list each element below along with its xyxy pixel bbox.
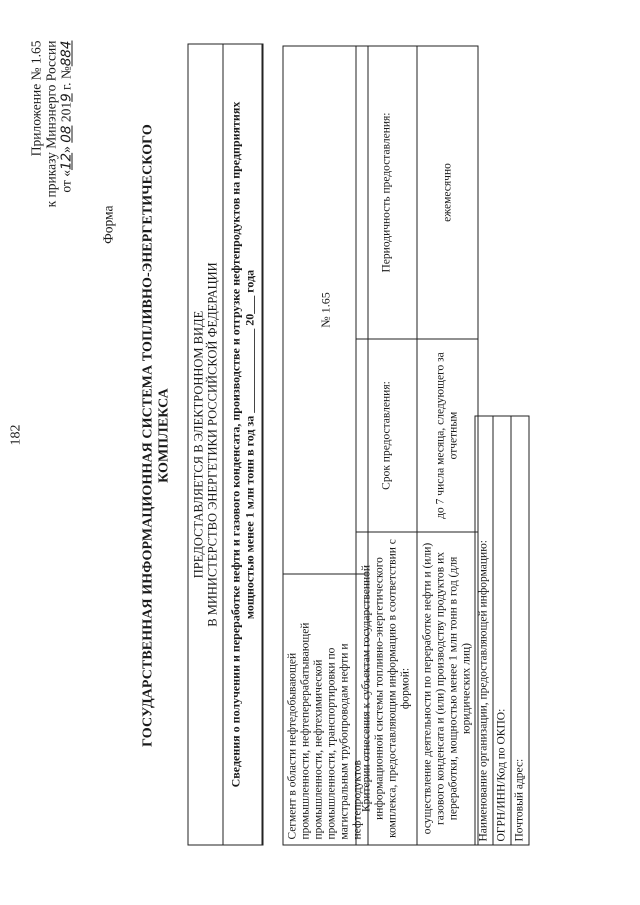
date-sep2: 201 [58, 101, 73, 126]
criteria-value-right: ежемесячно [417, 46, 478, 339]
appendix-line3 [58, 40, 74, 207]
appendix-block [28, 40, 74, 207]
handwritten-day: 12 [58, 152, 74, 170]
criteria-value-mid: до 7 числа месяца, следующего за отчетным [417, 339, 478, 532]
page-number: 182 [8, 424, 23, 445]
handwritten-month: 08 [58, 125, 74, 143]
electronic-line1: ПРЕДОСТАВЛЯЕТСЯ В ЭЛЕКТРОННОМ ВИДЕ [191, 310, 205, 578]
form-label: Форма [100, 205, 115, 244]
report-title [223, 44, 262, 844]
electronic-line2: В МИНИСТЕРСТВО ЭНЕРГЕТИКИ РОССИЙСКОЙ ФЕДЕРАЦИИ [205, 261, 219, 627]
electronic-band [188, 44, 223, 844]
org-address-label: Почтовый адрес: [511, 416, 529, 845]
report-title-line1: Сведения о получении и переработке нефти и газового конденсата, производстве и отгрузке нефтепродуктов на предприятиях [228, 101, 242, 787]
header-frame [187, 43, 263, 845]
form-number: № 1.65 [283, 46, 368, 574]
handwritten-year-digit: 9 [58, 92, 74, 102]
criteria-table [355, 45, 478, 845]
criteria-header-row [356, 46, 417, 845]
segment-text: Сегмент в области нефтедобывающей промышленности, нефтеперерабатывающей промышленности, нефтехимической промышленности, транспортировки по магистральным трубопроводам нефти и нефтепродуктов [283, 574, 368, 845]
report-title-line2: мощностью менее 1 млн тонн в год за ______________ 20___ года [242, 269, 256, 619]
date-sep3: г. № [58, 65, 73, 93]
org-name-label: Наименование организации, предоставляющей информацию: [475, 416, 493, 845]
date-prefix: от « [58, 169, 73, 193]
criteria-value-left: осуществление деятельности по переработке нефти и (или) газового конденсата и (или) производству продуктов их переработки, мощностью менее 1 млн тонн в год (для юридических лиц) [417, 532, 478, 845]
org-address-row [511, 416, 529, 845]
date-sep1: » [58, 142, 73, 153]
organization-table [474, 415, 529, 845]
criteria-header-right: Периодичность предоставления: [356, 46, 417, 339]
handwritten-order-number: 884 [58, 40, 74, 66]
org-ogrn-row [493, 416, 511, 845]
criteria-header-left: Критерии отнесения к субъектам государственной информационной системы топливно-энергетического комплекса, предоставляющим информацию в соответствии с формой: [356, 532, 417, 845]
appendix-line2: к приказу Минэнерго России [43, 40, 58, 207]
org-ogrn-label: ОГРН/ИНН/Код по ОКПО: [493, 416, 511, 845]
criteria-value-row [417, 46, 478, 845]
criteria-header-mid: Срок предоставления: [356, 339, 417, 532]
appendix-line1: Приложение № 1.65 [28, 40, 43, 156]
main-title: ГОСУДАРСТВЕННАЯ ИНФОРМАЦИОННАЯ СИСТЕМА ТОПЛИВНО-ЭНЕРГЕТИЧЕСКОГО КОМПЛЕКСА [140, 123, 171, 747]
org-name-row [475, 416, 493, 845]
